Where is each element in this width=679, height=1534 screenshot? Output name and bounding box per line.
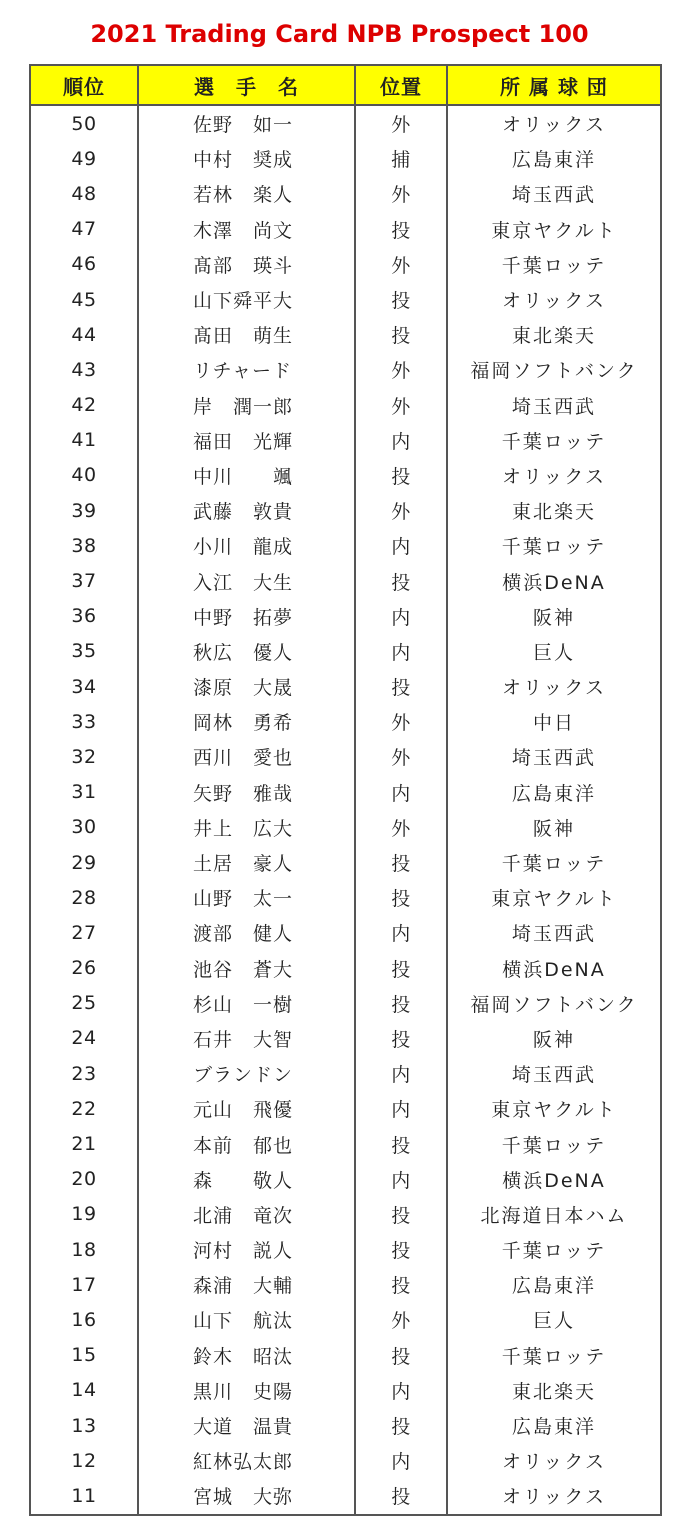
team-cell: 千葉ロッテ (447, 1338, 660, 1373)
table-row (31, 880, 660, 915)
position-cell: 内 (355, 775, 447, 810)
table-row (31, 951, 660, 986)
position-cell: 内 (355, 1373, 447, 1408)
team-cell: 埼玉西武 (447, 915, 660, 950)
player-name-cell: 山野 太一 (138, 880, 355, 915)
table-header (31, 66, 660, 105)
position-cell: 投 (355, 880, 447, 915)
position-cell: 内 (355, 634, 447, 669)
rank-cell: 20 (71, 1168, 97, 1191)
player-name-cell: 岸 潤一郎 (138, 388, 355, 423)
rank-cell: 14 (71, 1379, 97, 1402)
team-cell: 千葉ロッテ (447, 845, 660, 880)
rank-cell: 49 (71, 147, 97, 170)
table-row (31, 388, 660, 423)
team-cell: 東京ヤクルト (447, 880, 660, 915)
team-cell: 北海道日本ハム (447, 1197, 660, 1232)
table-row (31, 317, 660, 352)
table-row (31, 634, 660, 669)
rank-cell: 19 (71, 1203, 97, 1226)
rank-cell: 31 (71, 781, 97, 804)
rank-cell: 48 (71, 182, 97, 205)
table-row (31, 1478, 660, 1513)
team-cell: 横浜DeNA (447, 563, 660, 598)
rank-cell: 44 (71, 323, 97, 346)
player-name-cell: 秋広 優人 (138, 634, 355, 669)
rank-cell: 38 (71, 534, 97, 557)
team-cell: 東北楽天 (447, 317, 660, 352)
player-name-cell: 中川 颯 (138, 458, 355, 493)
table-row (31, 1373, 660, 1408)
rank-cell: 27 (71, 921, 97, 944)
player-name-cell: 矢野 雅哉 (138, 775, 355, 810)
table-row (31, 704, 660, 739)
player-name-cell: 本前 郁也 (138, 1126, 355, 1161)
player-name-cell: 杉山 一樹 (138, 986, 355, 1021)
rank-cell: 32 (71, 745, 97, 768)
rank-cell: 47 (71, 218, 97, 241)
table-row (31, 1091, 660, 1126)
column-header-team: 所 属 球 団 (447, 66, 660, 105)
position-cell: 内 (355, 423, 447, 458)
rank-cell: 45 (71, 288, 97, 311)
rank-cell: 39 (71, 499, 97, 522)
position-cell: 外 (355, 388, 447, 423)
rank-cell: 26 (71, 957, 97, 980)
position-cell: 投 (355, 458, 447, 493)
team-cell: 広島東洋 (447, 775, 660, 810)
rank-cell: 36 (71, 605, 97, 628)
player-name-cell: 小川 龍成 (138, 528, 355, 563)
table-row (31, 1267, 660, 1302)
rank-cell: 34 (71, 675, 97, 698)
position-cell: 投 (355, 1126, 447, 1161)
ranking-table (31, 66, 660, 1514)
rank-cell: 11 (71, 1484, 97, 1507)
table-row (31, 563, 660, 598)
team-cell: オリックス (447, 282, 660, 317)
table-row (31, 1021, 660, 1056)
position-cell: 投 (355, 1267, 447, 1302)
position-cell: 投 (355, 1478, 447, 1513)
position-cell: 内 (355, 1443, 447, 1478)
player-name-cell: 岡林 勇希 (138, 704, 355, 739)
team-cell: オリックス (447, 669, 660, 704)
position-cell: 外 (355, 810, 447, 845)
team-cell: 東北楽天 (447, 1373, 660, 1408)
position-cell: 投 (355, 1021, 447, 1056)
table-row (31, 775, 660, 810)
table-row (31, 669, 660, 704)
table-row (31, 810, 660, 845)
player-name-cell: 福田 光輝 (138, 423, 355, 458)
player-name-cell: 山下舜平大 (138, 282, 355, 317)
player-name-cell: 鈴木 昭汰 (138, 1338, 355, 1373)
table-row (31, 986, 660, 1021)
rank-cell: 15 (71, 1344, 97, 1367)
table-body (31, 105, 660, 1514)
player-name-cell: 西川 愛也 (138, 739, 355, 774)
position-cell: 投 (355, 951, 447, 986)
position-cell: 投 (355, 1197, 447, 1232)
position-cell: 捕 (355, 141, 447, 176)
player-name-cell: 宮城 大弥 (138, 1478, 355, 1513)
rank-cell: 13 (71, 1414, 97, 1437)
table-row (31, 176, 660, 211)
column-header-position: 位置 (355, 66, 447, 105)
position-cell: 外 (355, 493, 447, 528)
table-row (31, 739, 660, 774)
rank-cell: 22 (71, 1097, 97, 1120)
table-row (31, 1126, 660, 1161)
team-cell: 東京ヤクルト (447, 1091, 660, 1126)
position-cell: 外 (355, 105, 447, 141)
team-cell: 千葉ロッテ (447, 1232, 660, 1267)
team-cell: オリックス (447, 105, 660, 141)
rank-cell: 17 (71, 1273, 97, 1296)
player-name-cell: 佐野 如一 (138, 105, 355, 141)
rank-cell: 23 (71, 1062, 97, 1085)
team-cell: 埼玉西武 (447, 739, 660, 774)
position-cell: 内 (355, 915, 447, 950)
rank-cell: 21 (71, 1133, 97, 1156)
player-name-cell: 髙部 瑛斗 (138, 247, 355, 282)
position-cell: 内 (355, 599, 447, 634)
position-cell: 内 (355, 1162, 447, 1197)
player-name-cell: 武藤 敦貴 (138, 493, 355, 528)
position-cell: 外 (355, 247, 447, 282)
team-cell: 巨人 (447, 1302, 660, 1337)
rank-cell: 42 (71, 394, 97, 417)
team-cell: オリックス (447, 458, 660, 493)
rank-cell: 37 (71, 570, 97, 593)
position-cell: 外 (355, 1302, 447, 1337)
table-row (31, 1443, 660, 1478)
position-cell: 外 (355, 739, 447, 774)
table-row (31, 1302, 660, 1337)
table-row (31, 212, 660, 247)
position-cell: 内 (355, 528, 447, 563)
team-cell: 巨人 (447, 634, 660, 669)
table-row (31, 493, 660, 528)
team-cell: 福岡ソフトバンク (447, 352, 660, 387)
player-name-cell: 渡部 健人 (138, 915, 355, 950)
table-row (31, 105, 660, 141)
prospect-table (29, 64, 662, 1516)
team-cell: 埼玉西武 (447, 1056, 660, 1091)
player-name-cell: 河村 説人 (138, 1232, 355, 1267)
player-name-cell: 黒川 史陽 (138, 1373, 355, 1408)
team-cell: 福岡ソフトバンク (447, 986, 660, 1021)
position-cell: 外 (355, 352, 447, 387)
position-cell: 投 (355, 212, 447, 247)
table-row (31, 1197, 660, 1232)
rank-cell: 35 (71, 640, 97, 663)
rank-cell: 18 (71, 1238, 97, 1261)
team-cell: オリックス (447, 1443, 660, 1478)
position-cell: 投 (355, 1408, 447, 1443)
player-name-cell: ブランドン (138, 1056, 355, 1091)
player-name-cell: 若林 楽人 (138, 176, 355, 211)
position-cell: 投 (355, 282, 447, 317)
rank-cell: 50 (71, 112, 97, 135)
rank-cell: 40 (71, 464, 97, 487)
rank-cell: 25 (71, 992, 97, 1015)
team-cell: 阪神 (447, 810, 660, 845)
team-cell: 東北楽天 (447, 493, 660, 528)
player-name-cell: 中村 奨成 (138, 141, 355, 176)
table-row (31, 845, 660, 880)
player-name-cell: 森浦 大輔 (138, 1267, 355, 1302)
player-name-cell: 大道 温貴 (138, 1408, 355, 1443)
table-row (31, 528, 660, 563)
team-cell: 横浜DeNA (447, 951, 660, 986)
table-row (31, 1408, 660, 1443)
rank-cell: 30 (71, 816, 97, 839)
team-cell: 阪神 (447, 599, 660, 634)
team-cell: 阪神 (447, 1021, 660, 1056)
table-row (31, 599, 660, 634)
table-row (31, 141, 660, 176)
table-row (31, 282, 660, 317)
team-cell: 千葉ロッテ (447, 423, 660, 458)
position-cell: 外 (355, 176, 447, 211)
player-name-cell: 石井 大智 (138, 1021, 355, 1056)
table-row (31, 1162, 660, 1197)
position-cell: 投 (355, 845, 447, 880)
table-row (31, 247, 660, 282)
table-row (31, 1056, 660, 1091)
player-name-cell: 山下 航汰 (138, 1302, 355, 1337)
rank-cell: 24 (71, 1027, 97, 1050)
table-row (31, 1232, 660, 1267)
position-cell: 投 (355, 317, 447, 352)
player-name-cell: 木澤 尚文 (138, 212, 355, 247)
position-cell: 外 (355, 704, 447, 739)
rank-cell: 41 (71, 429, 97, 452)
table-row (31, 1338, 660, 1373)
team-cell: 埼玉西武 (447, 388, 660, 423)
player-name-cell: 入江 大生 (138, 563, 355, 598)
team-cell: 千葉ロッテ (447, 247, 660, 282)
team-cell: 広島東洋 (447, 1408, 660, 1443)
player-name-cell: 紅林弘太郎 (138, 1443, 355, 1478)
position-cell: 内 (355, 1056, 447, 1091)
team-cell: 埼玉西武 (447, 176, 660, 211)
rank-cell: 12 (71, 1449, 97, 1472)
team-cell: 中日 (447, 704, 660, 739)
team-cell: 広島東洋 (447, 141, 660, 176)
team-cell: オリックス (447, 1478, 660, 1513)
player-name-cell: 森 敬人 (138, 1162, 355, 1197)
column-header-player-name: 選 手 名 (138, 66, 355, 105)
position-cell: 投 (355, 669, 447, 704)
column-header-rank: 順位 (31, 66, 138, 105)
player-name-cell: 元山 飛優 (138, 1091, 355, 1126)
player-name-cell: 髙田 萌生 (138, 317, 355, 352)
team-cell: 横浜DeNA (447, 1162, 660, 1197)
player-name-cell: 井上 広大 (138, 810, 355, 845)
page-title: 2021 Trading Card NPB Prospect 100 (90, 20, 589, 48)
rank-cell: 33 (71, 710, 97, 733)
rank-cell: 29 (71, 851, 97, 874)
player-name-cell: 池谷 蒼大 (138, 951, 355, 986)
table-row (31, 915, 660, 950)
player-name-cell: 土居 豪人 (138, 845, 355, 880)
position-cell: 内 (355, 1091, 447, 1126)
position-cell: 投 (355, 1338, 447, 1373)
team-cell: 東京ヤクルト (447, 212, 660, 247)
table-row (31, 423, 660, 458)
team-cell: 千葉ロッテ (447, 1126, 660, 1161)
rank-cell: 16 (71, 1308, 97, 1331)
table-row (31, 458, 660, 493)
header-row (31, 66, 660, 105)
team-cell: 広島東洋 (447, 1267, 660, 1302)
table-row (31, 352, 660, 387)
player-name-cell: リチャード (138, 352, 355, 387)
position-cell: 投 (355, 1232, 447, 1267)
rank-cell: 43 (71, 358, 97, 381)
player-name-cell: 北浦 竜次 (138, 1197, 355, 1232)
player-name-cell: 漆原 大晟 (138, 669, 355, 704)
rank-cell: 28 (71, 886, 97, 909)
rank-cell: 46 (71, 253, 97, 276)
position-cell: 投 (355, 563, 447, 598)
team-cell: 千葉ロッテ (447, 528, 660, 563)
player-name-cell: 中野 拓夢 (138, 599, 355, 634)
position-cell: 投 (355, 986, 447, 1021)
